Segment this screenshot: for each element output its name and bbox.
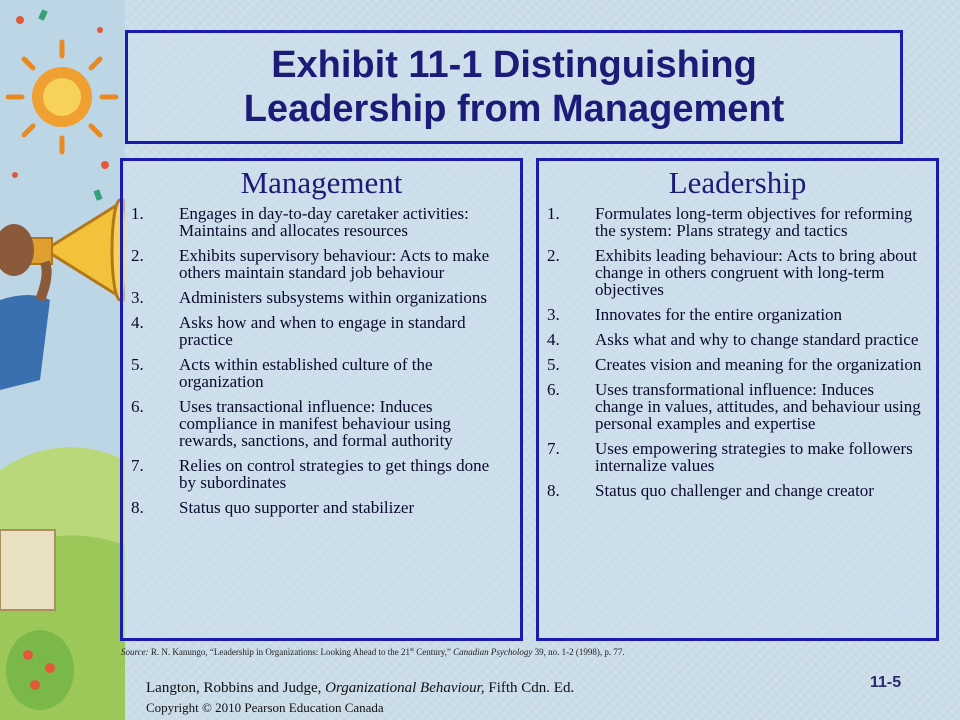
item-text: Innovates for the entire organization	[595, 305, 843, 324]
item-text: Acts within established culture of the organization	[179, 355, 433, 391]
management-item	[131, 356, 510, 390]
leadership-list	[539, 205, 936, 499]
slide-title	[244, 43, 785, 131]
leadership-heading: Leadership	[668, 165, 807, 200]
item-number: 1.	[131, 204, 144, 223]
management-item	[131, 314, 510, 348]
item-text: Status quo supporter and stabilizer	[179, 498, 415, 517]
item-text: Uses empowering strategies to make followers internalize values	[595, 439, 913, 475]
footer-book: Organizational Behaviour,	[325, 680, 485, 696]
item-number: 6.	[547, 380, 560, 399]
item-text: Asks how and when to engage in standard practice	[179, 313, 466, 349]
footer-copyright: Copyright © 2010 Pearson Education Canada	[146, 700, 384, 715]
page-number: 11-5	[870, 674, 902, 691]
item-number: 7.	[131, 456, 144, 475]
item-text: Relies on control strategies to get things done by subordinates	[179, 456, 490, 492]
management-item	[131, 499, 510, 516]
management-item	[131, 289, 510, 306]
item-number: 8.	[131, 498, 144, 517]
management-item	[131, 398, 510, 449]
item-text: Exhibits supervisory behaviour: Acts to make others maintain standard job behaviour	[179, 246, 490, 282]
source-journal: Canadian Psychology	[453, 647, 533, 657]
item-number: 2.	[547, 246, 560, 265]
leadership-item	[547, 306, 926, 323]
footer-edition: Fifth Cdn. Ed.	[488, 680, 575, 696]
leadership-item	[547, 482, 926, 499]
management-item	[131, 247, 510, 281]
management-list	[123, 205, 520, 516]
source-authors: R. N. Kanungo, “Leadership in Organizations: Looking Ahead to the 21	[150, 647, 410, 657]
leadership-item	[547, 247, 926, 298]
item-number: 3.	[131, 288, 144, 307]
item-text: Creates vision and meaning for the organization	[595, 355, 922, 374]
source-sup: st	[409, 647, 414, 653]
item-number: 4.	[547, 330, 560, 349]
leadership-item	[547, 356, 926, 373]
item-text: Uses transformational influence: Induces change in values, attitudes, and behaviour using personal examples and expertise	[595, 380, 921, 433]
source-citation	[121, 645, 921, 658]
footer-authors: Langton, Robbins and Judge,	[146, 680, 322, 696]
item-number: 7.	[547, 439, 560, 458]
item-number: 4.	[131, 313, 144, 332]
source-label: Source:	[121, 647, 149, 657]
title-line-2: Leadership from Management	[243, 88, 785, 130]
leadership-item	[547, 440, 926, 474]
management-panel	[120, 158, 523, 641]
management-heading: Management	[240, 165, 403, 200]
item-text: Engages in day-to-day caretaker activities: Maintains and allocates resources	[179, 204, 469, 240]
item-number: 1.	[547, 204, 560, 223]
slide-title-box	[125, 30, 903, 144]
management-item	[131, 205, 510, 239]
source-title-end: Century,”	[413, 647, 451, 657]
item-number: 2.	[131, 246, 144, 265]
title-line-1: Exhibit 11-1 Distinguishing	[271, 44, 757, 86]
leadership-item	[547, 205, 926, 239]
item-text: Status quo challenger and change creator	[595, 481, 874, 500]
leadership-item	[547, 381, 926, 432]
leadership-item	[547, 331, 926, 348]
megaphone-illustration	[0, 0, 125, 720]
item-number: 5.	[131, 355, 144, 374]
item-text: Asks what and why to change standard practice	[595, 330, 919, 349]
footer-credits	[146, 680, 574, 697]
item-number: 3.	[547, 305, 560, 324]
item-text: Uses transactional influence: Induces compliance in manifest behaviour using rewards, sanctions, and formal authority	[179, 397, 453, 450]
item-text: Formulates long-term objectives for reforming the system: Plans strategy and tactics	[595, 204, 913, 240]
item-number: 5.	[547, 355, 560, 374]
item-number: 6.	[131, 397, 144, 416]
sun-icon	[8, 42, 116, 152]
tree-icon	[6, 630, 74, 710]
source-rest: 39, no. 1-2 (1998), p. 77.	[532, 647, 625, 657]
leadership-panel	[536, 158, 939, 641]
item-text: Administers subsystems within organizations	[179, 288, 488, 307]
item-text: Exhibits leading behaviour: Acts to bring about change in others congruent with long-term objectives	[595, 246, 918, 299]
management-item	[131, 457, 510, 491]
item-number: 8.	[547, 481, 560, 500]
